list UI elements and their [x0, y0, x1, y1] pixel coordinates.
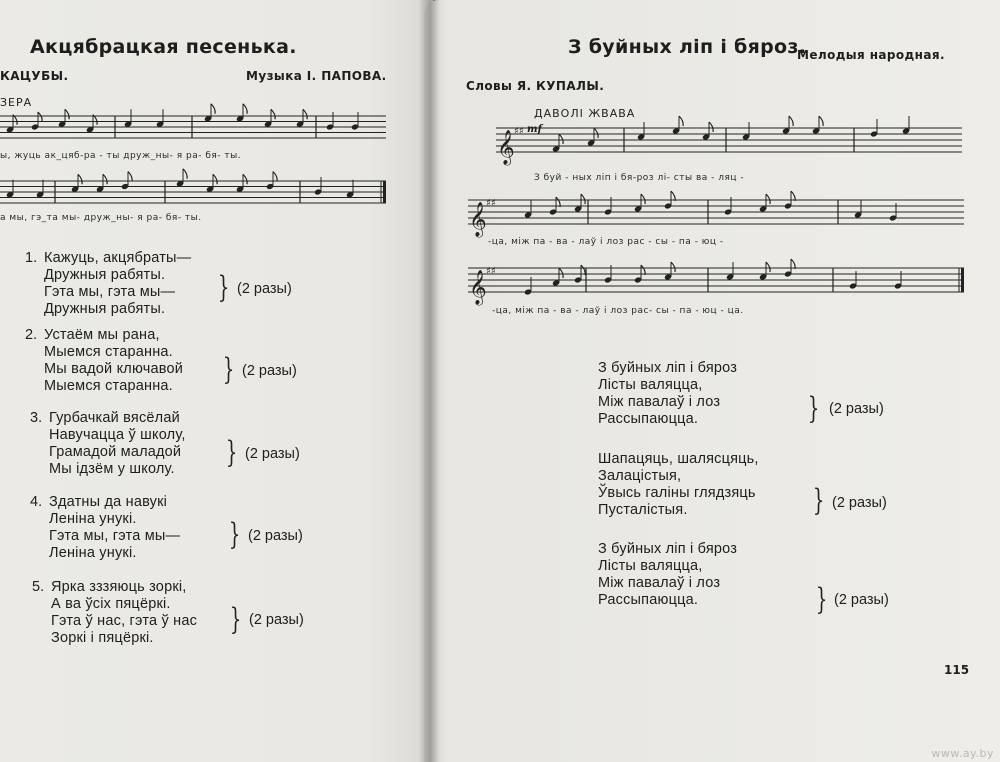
treble-clef-icon: 𝄞 — [469, 270, 487, 305]
left-words-credit: КАЦУБЫ. — [0, 69, 69, 83]
right-song-title: З буйных ліп і бяроз. — [568, 36, 807, 58]
note-flag — [594, 128, 598, 138]
verse-line: Гэта ў нас, гэта ў нас — [51, 613, 198, 629]
note-flag — [78, 174, 82, 184]
melody-note: Мелодыя народная. — [797, 48, 945, 62]
left-staff-2-lyrics: а мы, гэ_та мы- друж_ны- я ра- бя- ты. — [0, 213, 202, 223]
verse-line: Рассыпаюцца. — [598, 411, 699, 427]
repeat-brace: } — [807, 391, 820, 426]
right-music-staff-2 — [468, 190, 968, 240]
treble-clef-icon: 𝄞 — [497, 130, 515, 165]
verse-line: Мыемся старанна. — [44, 378, 173, 394]
note-flag — [789, 116, 793, 126]
left-verse-1 — [25, 250, 192, 318]
right-staff-3-lyrics: -ца, між па - ва - лаў і лоз рас- сы - па - юц - ца. — [492, 306, 744, 316]
final-bar — [961, 268, 964, 292]
note-flag — [38, 112, 42, 122]
right-verse-1 — [598, 360, 737, 428]
verse-line: Ярка зззяюць зоркі, — [51, 579, 187, 595]
right-music-staff-1 — [496, 118, 966, 168]
left-tempo-marking: ЗЕРА — [0, 96, 33, 109]
verse-line: Дружныя рабяты. — [44, 301, 166, 317]
verse-line: Кажуць, акцябраты— — [44, 250, 192, 266]
verse-line: Між павалаў і лоз — [598, 575, 721, 591]
verse-line: Мыемся старанна. — [44, 344, 173, 360]
left-staff-1-lyrics: ы, жуць ак_цяб-ра - ты друж_ны- я ра- бя- ты. — [0, 151, 242, 161]
right-verse-3 — [598, 541, 737, 609]
right-page — [424, 0, 1000, 762]
left-music-staff-1 — [0, 108, 390, 148]
left-verse-2 — [25, 327, 184, 395]
note-flag — [271, 109, 275, 119]
note-flag — [766, 262, 770, 272]
note-flag — [303, 109, 307, 119]
note-flag — [559, 268, 563, 278]
key-signature-icon: ♯♯ — [486, 198, 496, 209]
verse-line: Зоркі і пяцёркі. — [51, 630, 154, 646]
verse-line: Між павалаў і лоз — [598, 394, 721, 410]
note-flag — [766, 194, 770, 204]
verse-line: З буйных ліп і бяроз — [598, 541, 738, 557]
left-music-credit: Музыка І. ПАПОВА. — [246, 69, 387, 83]
right-staff-2-lyrics: -ца, між па - ва - лаў і лоз рас - сы - па - юц - — [488, 237, 724, 247]
note-flag — [819, 116, 823, 126]
final-bar — [383, 181, 386, 203]
verse-line: З буйных ліп і бяроз — [598, 360, 738, 376]
right-words-credit: Словы Я. КУПАЛЫ. — [466, 79, 605, 93]
left-verse-3 — [30, 410, 186, 478]
repeat-note: (2 разы) — [245, 446, 300, 462]
left-music-staff-2 — [0, 175, 390, 215]
note-flag — [213, 174, 217, 184]
left-page — [0, 0, 433, 762]
verse-line: Лісты валяцца, — [598, 377, 703, 393]
note-flag — [581, 194, 585, 204]
note-flag — [243, 174, 247, 184]
verse-line: Пусталістыя. — [598, 502, 688, 518]
verse-line: Гэта мы, гэта мы— — [44, 284, 176, 300]
watermark: www.ay.by — [931, 747, 994, 760]
note-flag — [679, 116, 683, 126]
repeat-note: (2 разы) — [248, 528, 303, 544]
verse-line: Устаём мы рана, — [44, 327, 160, 343]
note-flag — [273, 172, 277, 182]
verse-number: 2. — [25, 327, 38, 343]
verse-number: 3. — [30, 410, 43, 426]
repeat-brace: } — [228, 517, 241, 552]
verse-line: Рассыпаюцца. — [598, 592, 699, 608]
repeat-note: (2 разы) — [834, 592, 889, 608]
note-flag — [559, 134, 563, 144]
note-flag — [671, 262, 675, 272]
note-flag — [128, 172, 132, 182]
verse-line: Здатны да навукі — [49, 494, 168, 510]
left-verse-5 — [32, 579, 198, 647]
verse-line: Дружныя рабяты. — [44, 267, 166, 283]
verse-line: Залацістыя, — [598, 468, 682, 484]
key-signature-icon: ♯♯ — [486, 266, 496, 277]
note-flag — [103, 174, 107, 184]
page-number: 115 — [944, 663, 970, 677]
repeat-brace: } — [812, 483, 825, 518]
verse-line: Ўвысь галіны глядзяць — [598, 485, 756, 501]
note-flag — [243, 104, 247, 114]
verse-number: 1. — [25, 250, 38, 266]
verse-line: Леніна унукі. — [49, 545, 137, 561]
book-spine-shadow — [418, 0, 440, 762]
right-music-staff-3 — [468, 258, 968, 308]
key-signature-icon: ♯♯ — [514, 126, 524, 137]
repeat-brace: } — [225, 435, 238, 470]
note-flag — [65, 109, 69, 119]
note-flag — [183, 169, 187, 179]
right-verse-2 — [598, 451, 759, 519]
repeat-brace: } — [222, 352, 235, 387]
verse-line: Мы вадой ключавой — [44, 361, 184, 377]
verse-line: Лісты валяцца, — [598, 558, 703, 574]
dynamic-marking: mf — [527, 124, 542, 135]
treble-clef-icon: 𝄞 — [469, 202, 487, 237]
repeat-note: (2 разы) — [237, 281, 292, 297]
note-flag — [211, 104, 215, 114]
verse-line: Леніна унукі. — [49, 511, 137, 527]
left-verse-4 — [30, 494, 181, 562]
verse-line: Грамадой маладой — [49, 444, 182, 460]
left-song-title: Акцябрацкая песенька. — [30, 36, 297, 58]
right-staff-1-lyrics: З буй - ных ліп і бя-роз лі- сты ва - ляц - — [534, 173, 745, 183]
repeat-brace: } — [229, 602, 242, 637]
repeat-note: (2 разы) — [829, 401, 884, 417]
right-tempo-marking: ДАВОЛІ ЖВАВА — [534, 107, 636, 120]
note-flag — [641, 194, 645, 204]
verse-line: Шапацяць, шалясцяць, — [598, 451, 759, 467]
repeat-note: (2 разы) — [249, 612, 304, 628]
verse-line: Гэта мы, гэта мы— — [49, 528, 181, 544]
verse-number: 4. — [30, 494, 43, 510]
repeat-brace: } — [815, 582, 828, 617]
repeat-brace: } — [217, 270, 230, 305]
verse-number: 5. — [32, 579, 45, 595]
verse-line: Гурбачкай вясёлай — [49, 410, 180, 426]
repeat-note: (2 разы) — [832, 495, 887, 511]
note-flag — [709, 122, 713, 132]
verse-line: А ва ўсіх пяцёркі. — [51, 596, 171, 612]
verse-line: Мы ідзём у школу. — [49, 461, 175, 477]
verse-line: Навучацца ў школу, — [49, 427, 186, 443]
repeat-note: (2 разы) — [242, 363, 297, 379]
